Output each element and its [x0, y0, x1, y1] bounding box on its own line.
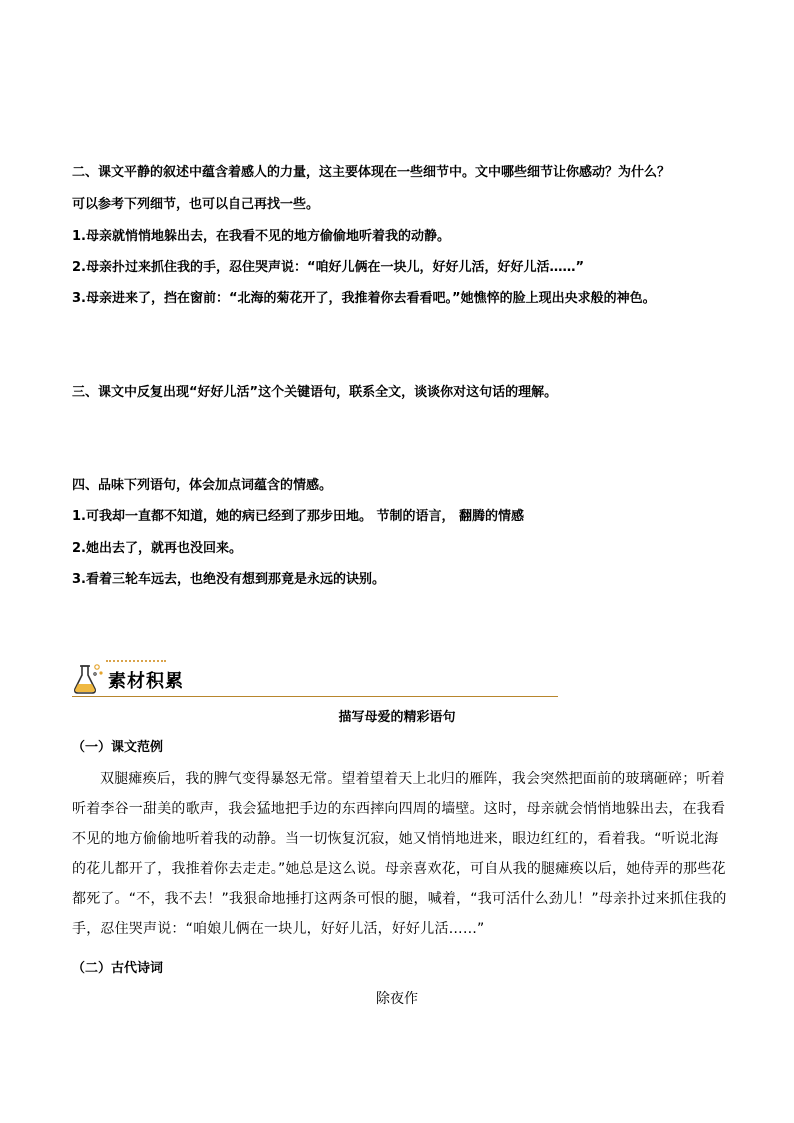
question-4-title: 四、品味下列语句，体会加点词蕴含的情感。: [72, 478, 333, 493]
part-1-heading: （一）课文范例: [72, 740, 164, 755]
section-underline: [72, 696, 558, 697]
section-subtitle: 描写母爱的精彩语句: [338, 710, 456, 725]
question-3-title: 三、课文中反复出现“好好儿活”这个关键语句，联系全文，谈谈你对这句话的理解。: [72, 385, 558, 400]
question-4-item-3: 3.看着三轮车远去，也绝没有想到那竟是永远的诀别。: [72, 572, 385, 587]
section-header: [72, 658, 558, 698]
part-2-heading: （二）古代诗词: [72, 961, 164, 976]
question-2-item-1: 1.母亲就悄悄地躲出去，在我看不见的地方偷偷地听着我的动静。: [72, 229, 450, 244]
question-2-title: 二、课文平静的叙述中蕴含着感人的力量，这主要体现在一些细节中。文中哪些细节让你感动？为什么？: [72, 165, 671, 180]
example-passage: 双腿瘫痪后，我的脾气变得暴怒无常。望着望着天上北归的雁阵，我会突然把面前的玻璃砸碎；听着听着李谷一甜美的歌声，我会猛地把手边的东西摔向四周的墙壁。这时，母亲就会悄悄地躲出去，在我看不见的地方偷偷地听着我的动静。当一切恢复沉寂，她又悄悄地进来，眼边红红的，看着我。“听说北海的花儿都开了，我推着你去走走。”她总是这么说。母亲喜欢花，可自从我的腿瘫痪以后，她侍弄的那些花都死了。“不，我不去！”我狠命地捶打这两条可恨的腿，喊着，“我可活什么劲儿！”母亲扑过来抓住我的手，忍住哭声说：“咱娘儿俩在一块儿，好好儿活，好好儿活……”: [72, 771, 727, 937]
question-2-item-2: 2.母亲扑过来抓住我的手，忍住哭声说：“咱好儿俩在一块儿，好好儿活，好好儿活……”: [72, 260, 585, 275]
section-dotted-line: [106, 660, 166, 662]
question-4-item-1: 1.可我却一直都不知道，她的病已经到了那步田地。 节制的语言， 翻腾的情感: [72, 509, 525, 524]
question-2-item-3: 3.母亲进来了，挡在窗前：“北海的菊花开了，我推着你去看看吧。”她憔悴的脸上现出央求般的神色。: [72, 291, 656, 306]
question-4-item-2: 2.她出去了，就再也没回来。: [72, 541, 242, 556]
section-title: 素材积累: [108, 671, 184, 692]
question-2-subtitle: 可以参考下列细节，也可以自己再找一些。: [72, 197, 320, 212]
poem-title: 除夜作: [376, 991, 418, 1007]
flask-icon: [72, 660, 108, 696]
